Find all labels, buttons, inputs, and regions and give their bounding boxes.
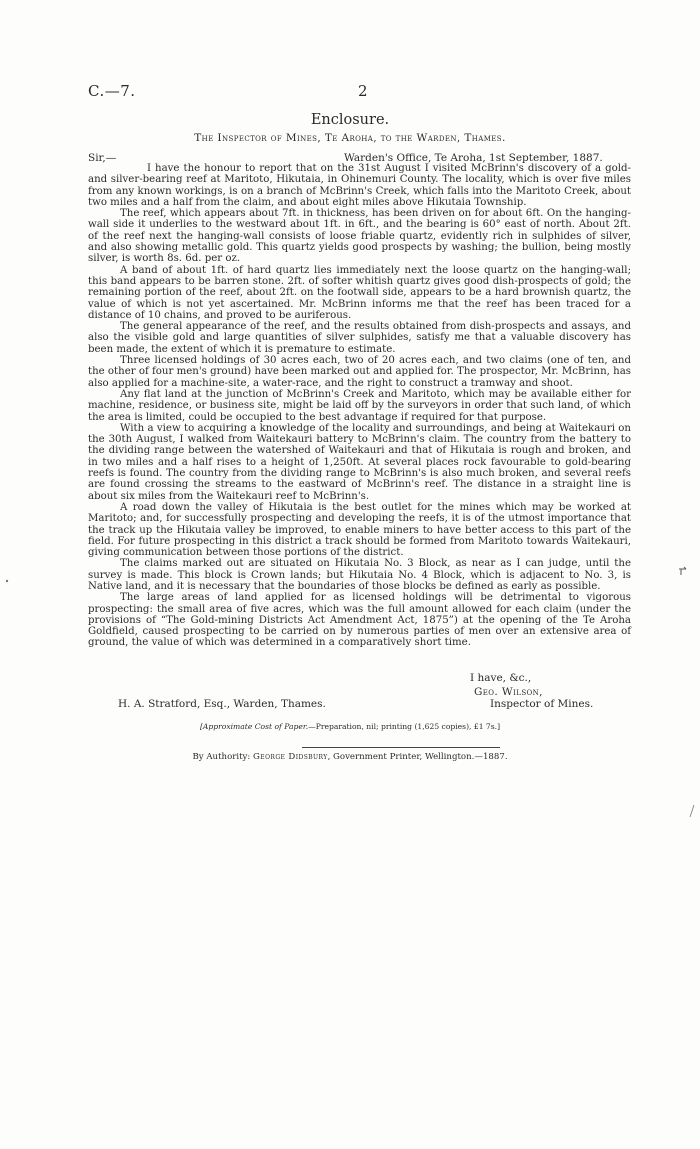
document-id: C.—7. — [88, 82, 136, 100]
dateline: Warden's Office, Te Aroha, 1st September, 1887. — [344, 152, 603, 164]
paragraph: A road down the valley of Hikutaia is the best outlet for the mines which may be worked at Maritoto; and, for successfully prospecting and developing the reefs, it is of the utmost importance that the track up the Hikutaia valley be improved, to enable miners to have better access to this part of the field. For future prospecting in this district a track should be formed from Maritoto towards Waitekauri, giving communication between those portions of the district. — [88, 501, 631, 559]
letter-body — [88, 163, 631, 649]
page-number: 2 — [358, 82, 368, 100]
paragraph: With a view to acquiring a knowledge of the locality and surroundings, and being at Waitekauri on the 30th August, I walked from Waitekauri battery to McBrinn's claim. The country from the battery to the dividing range between the watershed of Waitekauri and that of Hikutaia is rough and broken, and in two miles and a half rises to a height of 1,250ft. At several places rock favourable to gold-bearing reefs is found. The country from the dividing range to McBrinn's is also much broken, and several reefs are found crossing the streams to the eastward of McBrinn's reef. The distance in a straight line is about six miles from the Waitekauri reef to McBrinn's. — [88, 422, 631, 502]
signatory-name: Geo. Wilson, — [474, 686, 543, 698]
paragraph: A band of about 1ft. of hard quartz lies immediately next the loose quartz on the hanging-wall; this band appears to be barren stone. 2ft. of softer whitish quartz gives good dish-prospects of gold; the remaining portion of the reef, about 2ft. on the footwall side, appears to be a hard brownish quartz, the value of which is not yet ascertained. Mr. McBrinn informs me that the reef has been traced for a distance of 10 chains, and proved to be auriferous. — [88, 264, 631, 321]
paragraph: The claims marked out are situated on Hikutaia No. 3 Block, as near as I can judge, until the survey is made. This block is Crown lands; but Hikutaia No. 4 Block, which is adjacent to No. 3, is Native land, and it is necessary that the boundaries of those blocks be defined as early as possible. — [88, 558, 631, 592]
letter-subtitle: The Inspector of Mines, Te Aroha, to the Warden, Thames. — [194, 132, 506, 144]
printer-prefix: By Authority: — [192, 752, 251, 762]
printer-name: George Didsbury — [253, 752, 328, 762]
addressee: H. A. Stratford, Esq., Warden, Thames. — [118, 698, 326, 710]
margin-mark-icon — [678, 566, 688, 576]
margin-tick-icon — [689, 804, 695, 818]
margin-dot-icon — [4, 578, 10, 584]
cost-note-label: [Approximate Cost of Paper. — [199, 722, 309, 731]
divider-rule — [302, 747, 500, 748]
paragraph: Any flat land at the junction of McBrinn's Creek and Maritoto, which may be available either for machine, residence, or business site, might be laid off by the surveyors in order that such land, of which the area is limited, could be occupied to the best advantage if required for that purpose. — [88, 388, 631, 423]
salutation: Sir,— — [88, 152, 117, 164]
printer-suffix: , Government Printer, Wellington.—1887. — [327, 752, 508, 762]
paragraph: The general appearance of the reef, and the results obtained from dish-prospects and assays, and also the visible gold and large quantities of silver sulphides, satisfy me that a valuable discovery has been made, the extent of which it is premature to estimate. — [88, 321, 631, 355]
paragraph: The reef, which appears about 7ft. in thickness, has been driven on for about 6ft. On the hanging-wall side it underlies to the westward about 1ft. in 6ft., and the bearing is 60° east of north. About 2ft. of the reef next the hanging-wall consists of loose friable quartz, evidently rich in sulphides of silver, and also showing metallic gold. This quartz yields good prospects by washing; the bullion, being mostly silver, is worth 8s. 6d. per oz. — [88, 208, 631, 265]
printer-line — [0, 752, 700, 762]
paragraph: The large areas of land applied for as licensed holdings will be detrimental to vigorous prospecting: the small area of five acres, which was the full amount allowed for each claim (under the provisions of “The Gold-mining Districts Act Amendment Act, 1875”) at the opening of the Te Aroha Goldfield, caused prospecting to be carried on by numerous parties of men over an extensive area of ground, the value of which was determined in a comparatively short time. — [88, 592, 631, 649]
signatory-title: Inspector of Mines. — [490, 698, 594, 710]
page-title: Enclosure. — [310, 112, 390, 128]
cost-note-detail: —Preparation, nil; printing (1,625 copies), £1 7s.] — [308, 722, 501, 731]
valediction: I have, &c., — [470, 672, 532, 684]
paragraph: I have the honour to report that on the 31st August I visited McBrinn's discovery of a gold- and silver-bearing reef at Maritoto, Hikutaia, in Ohinemuri County. The locality, which is over five miles from any known workings, is on a branch of McBrinn's Creek, which falls into the Maritoto Creek, about two miles and a half from the claim, and about eight miles above Hikutaia Township. — [88, 163, 631, 208]
paragraph: Three licensed holdings of 30 acres each, two of 20 acres each, and two claims (one of ten, and the other of four men's ground) have been marked out and applied for. The prospector, Mr. McBrinn, has also applied for a machine-site, a water-race, and the right to construct a tramway and shoot. — [88, 355, 631, 389]
cost-note — [0, 722, 700, 731]
